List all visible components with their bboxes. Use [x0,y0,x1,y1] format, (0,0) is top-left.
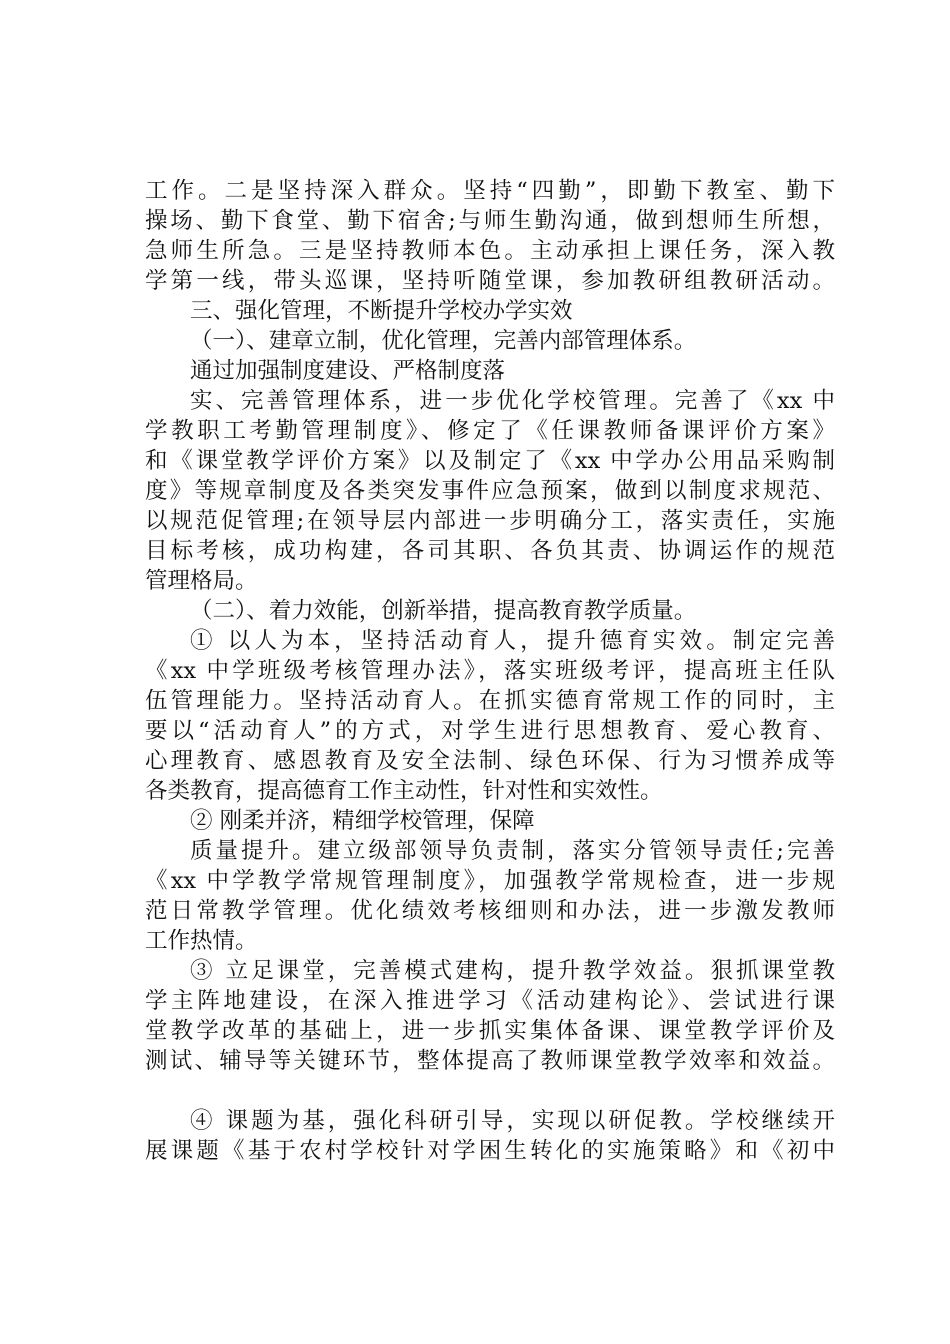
text-line: 学第一线，带头巡课，坚持听随堂课，参加教研组教研活动。 [145,268,835,294]
subsection-heading: （二）、着力效能，创新举措，提高教育教学质量。 [190,598,697,624]
text-line: 堂教学改革的基础上，进一步抓实集体备课、课堂教学评价及 [145,1018,835,1044]
text-line: 度》等规章制度及各类突发事件应急预案，做到以制度求规范、 [145,478,835,504]
text-line: 学主阵地建设，在深入推进学习《活动建构论》、尝试进行课 [145,988,835,1014]
text-line: 操场、勤下食堂、勤下宿舍;与师生勤沟通，做到想师生所想， [145,208,835,234]
text-line: 实、完善管理体系，进一步优化学校管理。完善了《xx 中 [190,388,835,414]
text-line: 心理教育、感恩教育及安全法制、绿色环保、行为习惯养成等 [145,748,835,774]
text-line: ④ 课题为基，强化科研引导，实现以研促教。学校继续开 [190,1108,835,1134]
text-line: 《xx 中学班级考核管理办法》，落实班级考评，提高班主任队 [145,658,835,684]
text-line: ③ 立足课堂，完善模式建构，提升教学效益。狠抓课堂教 [190,958,835,984]
text-line: 质量提升。建立级部领导负责制，落实分管领导责任;完善 [190,838,835,864]
text-line: 和《课堂教学评价方案》以及制定了《xx 中学办公用品采购制 [145,448,835,474]
text-line: 通过加强制度建设、严格制度落 [190,358,506,384]
text-line: 《xx 中学教学常规管理制度》，加强教学常规检查，进一步规 [145,868,835,894]
text-line: 管理格局。 [145,568,258,594]
subsection-heading: （一）、建章立制，优化管理，完善内部管理体系。 [190,328,697,354]
text-line: 学教职工考勤管理制度》、修定了《任课教师备课评价方案》 [145,418,835,444]
text-line: 急师生所急。三是坚持教师本色。主动承担上课任务，深入教 [145,238,835,264]
section-heading: 三、强化管理，不断提升学校办学实效 [190,298,573,324]
text-line: ① 以人为本，坚持活动育人，提升德育实效。制定完善 [190,628,835,654]
text-line: 目标考核，成功构建，各司其职、各负其责、协调运作的规范 [145,538,835,564]
blank-line [145,1076,835,1106]
text-line: 以规范促管理;在领导层内部进一步明确分工，落实责任，实施 [145,508,835,534]
document-body [145,176,835,1166]
text-line: 要以“活动育人”的方式，对学生进行思想教育、爱心教育、 [145,718,835,744]
text-line: ② 刚柔并济，精细学校管理，保障 [190,808,535,834]
text-line: 范日常教学管理。优化绩效考核细则和办法，进一步激发教师 [145,898,835,924]
text-line: 展课题《基于农村学校针对学困生转化的实施策略》和《初中 [145,1138,835,1164]
text-line: 测试、辅导等关键环节，整体提高了教师课堂教学效率和效益。 [145,1048,835,1074]
text-line: 工作。二是坚持深入群众。坚持“四勤”，即勤下教室、勤下 [145,178,835,204]
text-line: 工作热情。 [145,928,258,954]
text-line: 各类教育，提高德育工作主动性，针对性和实效性。 [145,778,663,804]
text-line: 伍管理能力。坚持活动育人。在抓实德育常规工作的同时，主 [145,688,835,714]
